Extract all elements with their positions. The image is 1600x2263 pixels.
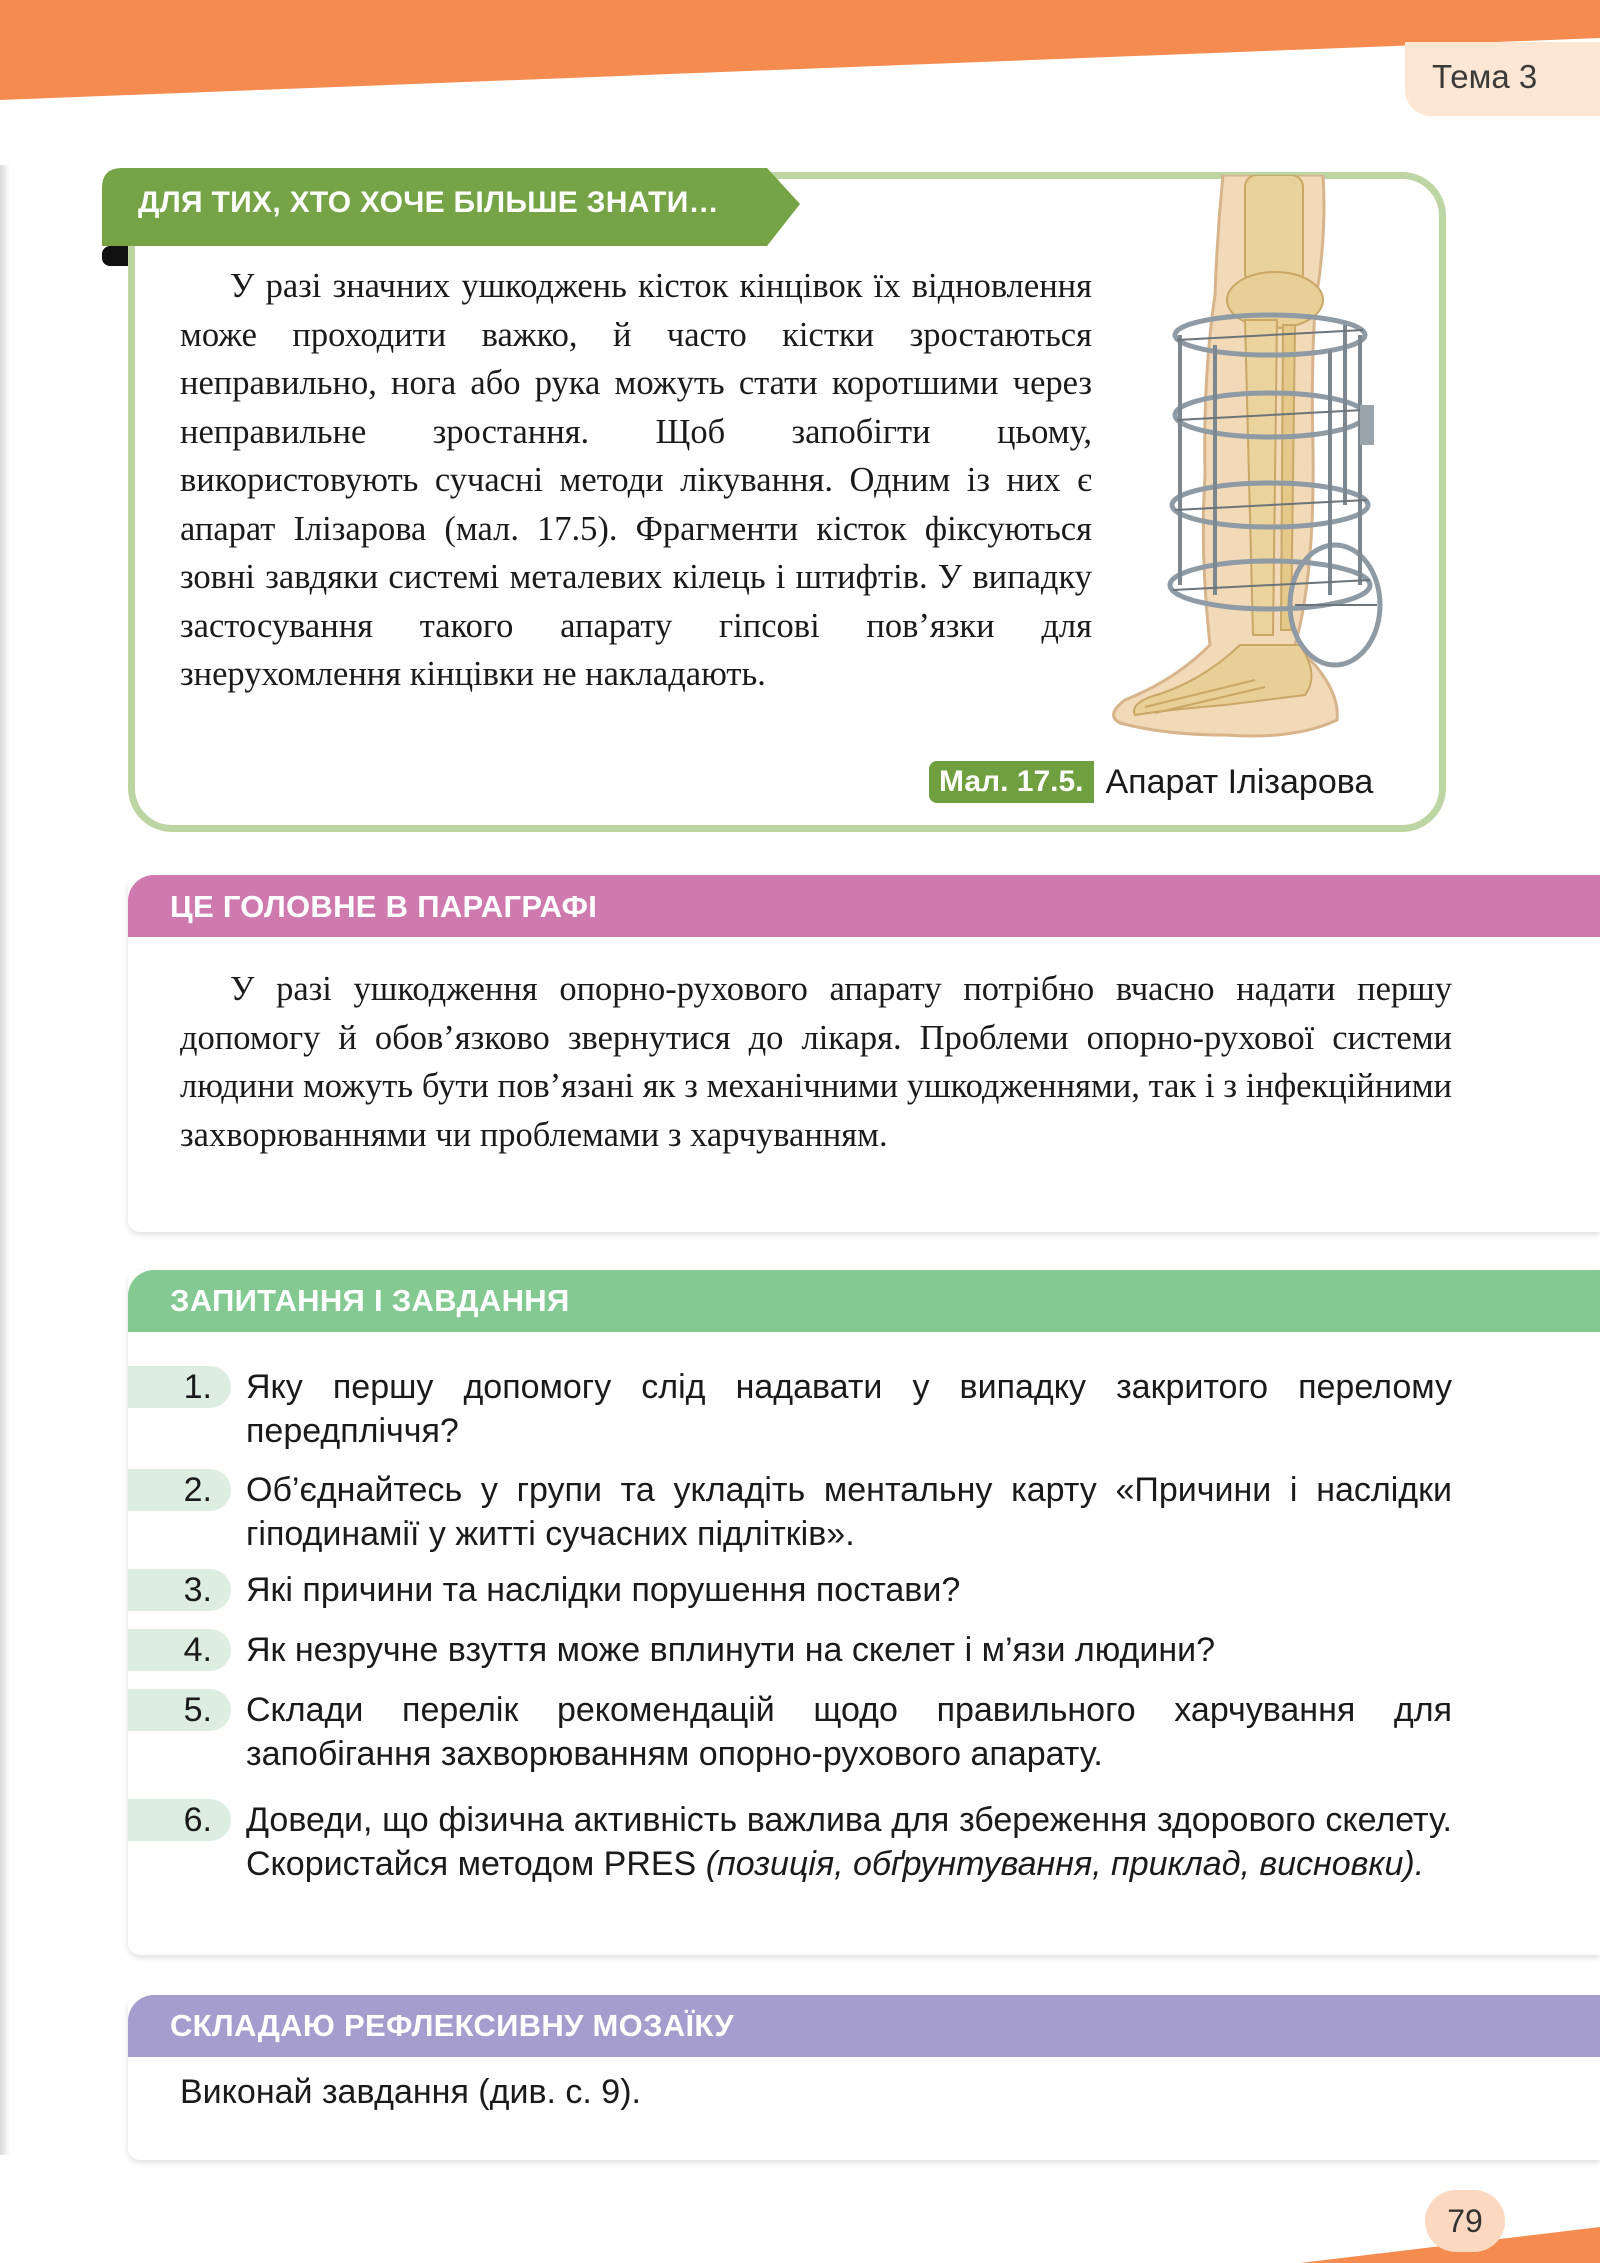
extra-info-title: ДЛЯ ТИХ, ХТО ХОЧЕ БІЛЬШЕ ЗНАТИ…	[138, 186, 719, 219]
question-text: Яку першу допомогу слід надавати у випадку закритого перелому передпліччя?	[246, 1368, 1452, 1450]
question-number: 1.	[183, 1368, 212, 1406]
figure-label: Мал. 17.5.	[929, 761, 1094, 803]
page-edge-shadow	[0, 165, 10, 2155]
question-text: Які причини та наслідки порушення постави?	[246, 1571, 961, 1609]
question-number: 2.	[183, 1471, 212, 1509]
question-number: 5.	[183, 1691, 212, 1729]
figure-caption	[929, 758, 1373, 806]
summary-title: ЦЕ ГОЛОВНЕ В ПАРАГРАФІ	[170, 889, 598, 924]
question-number: 4.	[183, 1631, 212, 1669]
extra-info-text: У разі значних ушкоджень кісток кінцівок їх відновлення може проходити важко, й часто кістки зростаються неправильно, нога або рука можуть стати коротшими через неправильне зростання. Щоб запобігти цьому, використовують сучасні методи лікування. Одним із них є апарат Ілізарова (мал. 17.5). Фрагменти кісток фіксуються зовні завдяки системі металевих кілець і штифтів. У випадку застосування такого апарату гіпсові пов’язки для знерухомлення кінцівки не накладають.	[180, 267, 1092, 693]
question-text: Склади перелік рекомендацій щодо правильного харчування для запобігання захворюванням опорно-рухового апарату.	[246, 1691, 1452, 1773]
page-number: 79	[1447, 2203, 1483, 2239]
topic-label: Тема 3	[1432, 58, 1538, 95]
ilizarov-apparatus-illustration	[1105, 175, 1415, 770]
question-text-main: Доведи, що фізична активність важлива для збереження здорового скелету. Скористайся методом PRES	[246, 1801, 1452, 1883]
figure-title: Апарат Ілізарова	[1105, 762, 1374, 801]
header-marker	[102, 246, 128, 266]
question-number: 6.	[183, 1801, 212, 1839]
question-text: Об’єднайтесь у групи та укладіть ментальну карту «Причини і наслідки гіподинамії у житті сучасних підлітків».	[246, 1471, 1452, 1553]
question-text: Як незручне взуття може вплинути на скелет і м’язи людини?	[246, 1631, 1216, 1669]
question-number: 3.	[183, 1571, 212, 1609]
reflection-text: Виконай завдання (див. с. 9).	[180, 2073, 641, 2111]
questions-title: ЗАПИТАННЯ І ЗАВДАННЯ	[170, 1283, 570, 1318]
question-text	[246, 1798, 1452, 1886]
summary-text: У разі ушкодження опорно-рухового апарату потрібно вчасно надати першу допомогу й обов’язково звернутися до лікаря. Проблеми опорно-рухової системи людини можуть бути пов’язані як з механічними ушкодженнями, так і з інфекційними захворюваннями чи проблемами з харчуванням.	[180, 970, 1452, 1154]
reflection-title: СКЛАДАЮ РЕФЛЕКСИВНУ МОЗАЇКУ	[170, 2008, 734, 2043]
question-text-italic: (позиція, обґрунтування, приклад, висновки).	[705, 1845, 1425, 1883]
top-banner	[0, 0, 1600, 100]
